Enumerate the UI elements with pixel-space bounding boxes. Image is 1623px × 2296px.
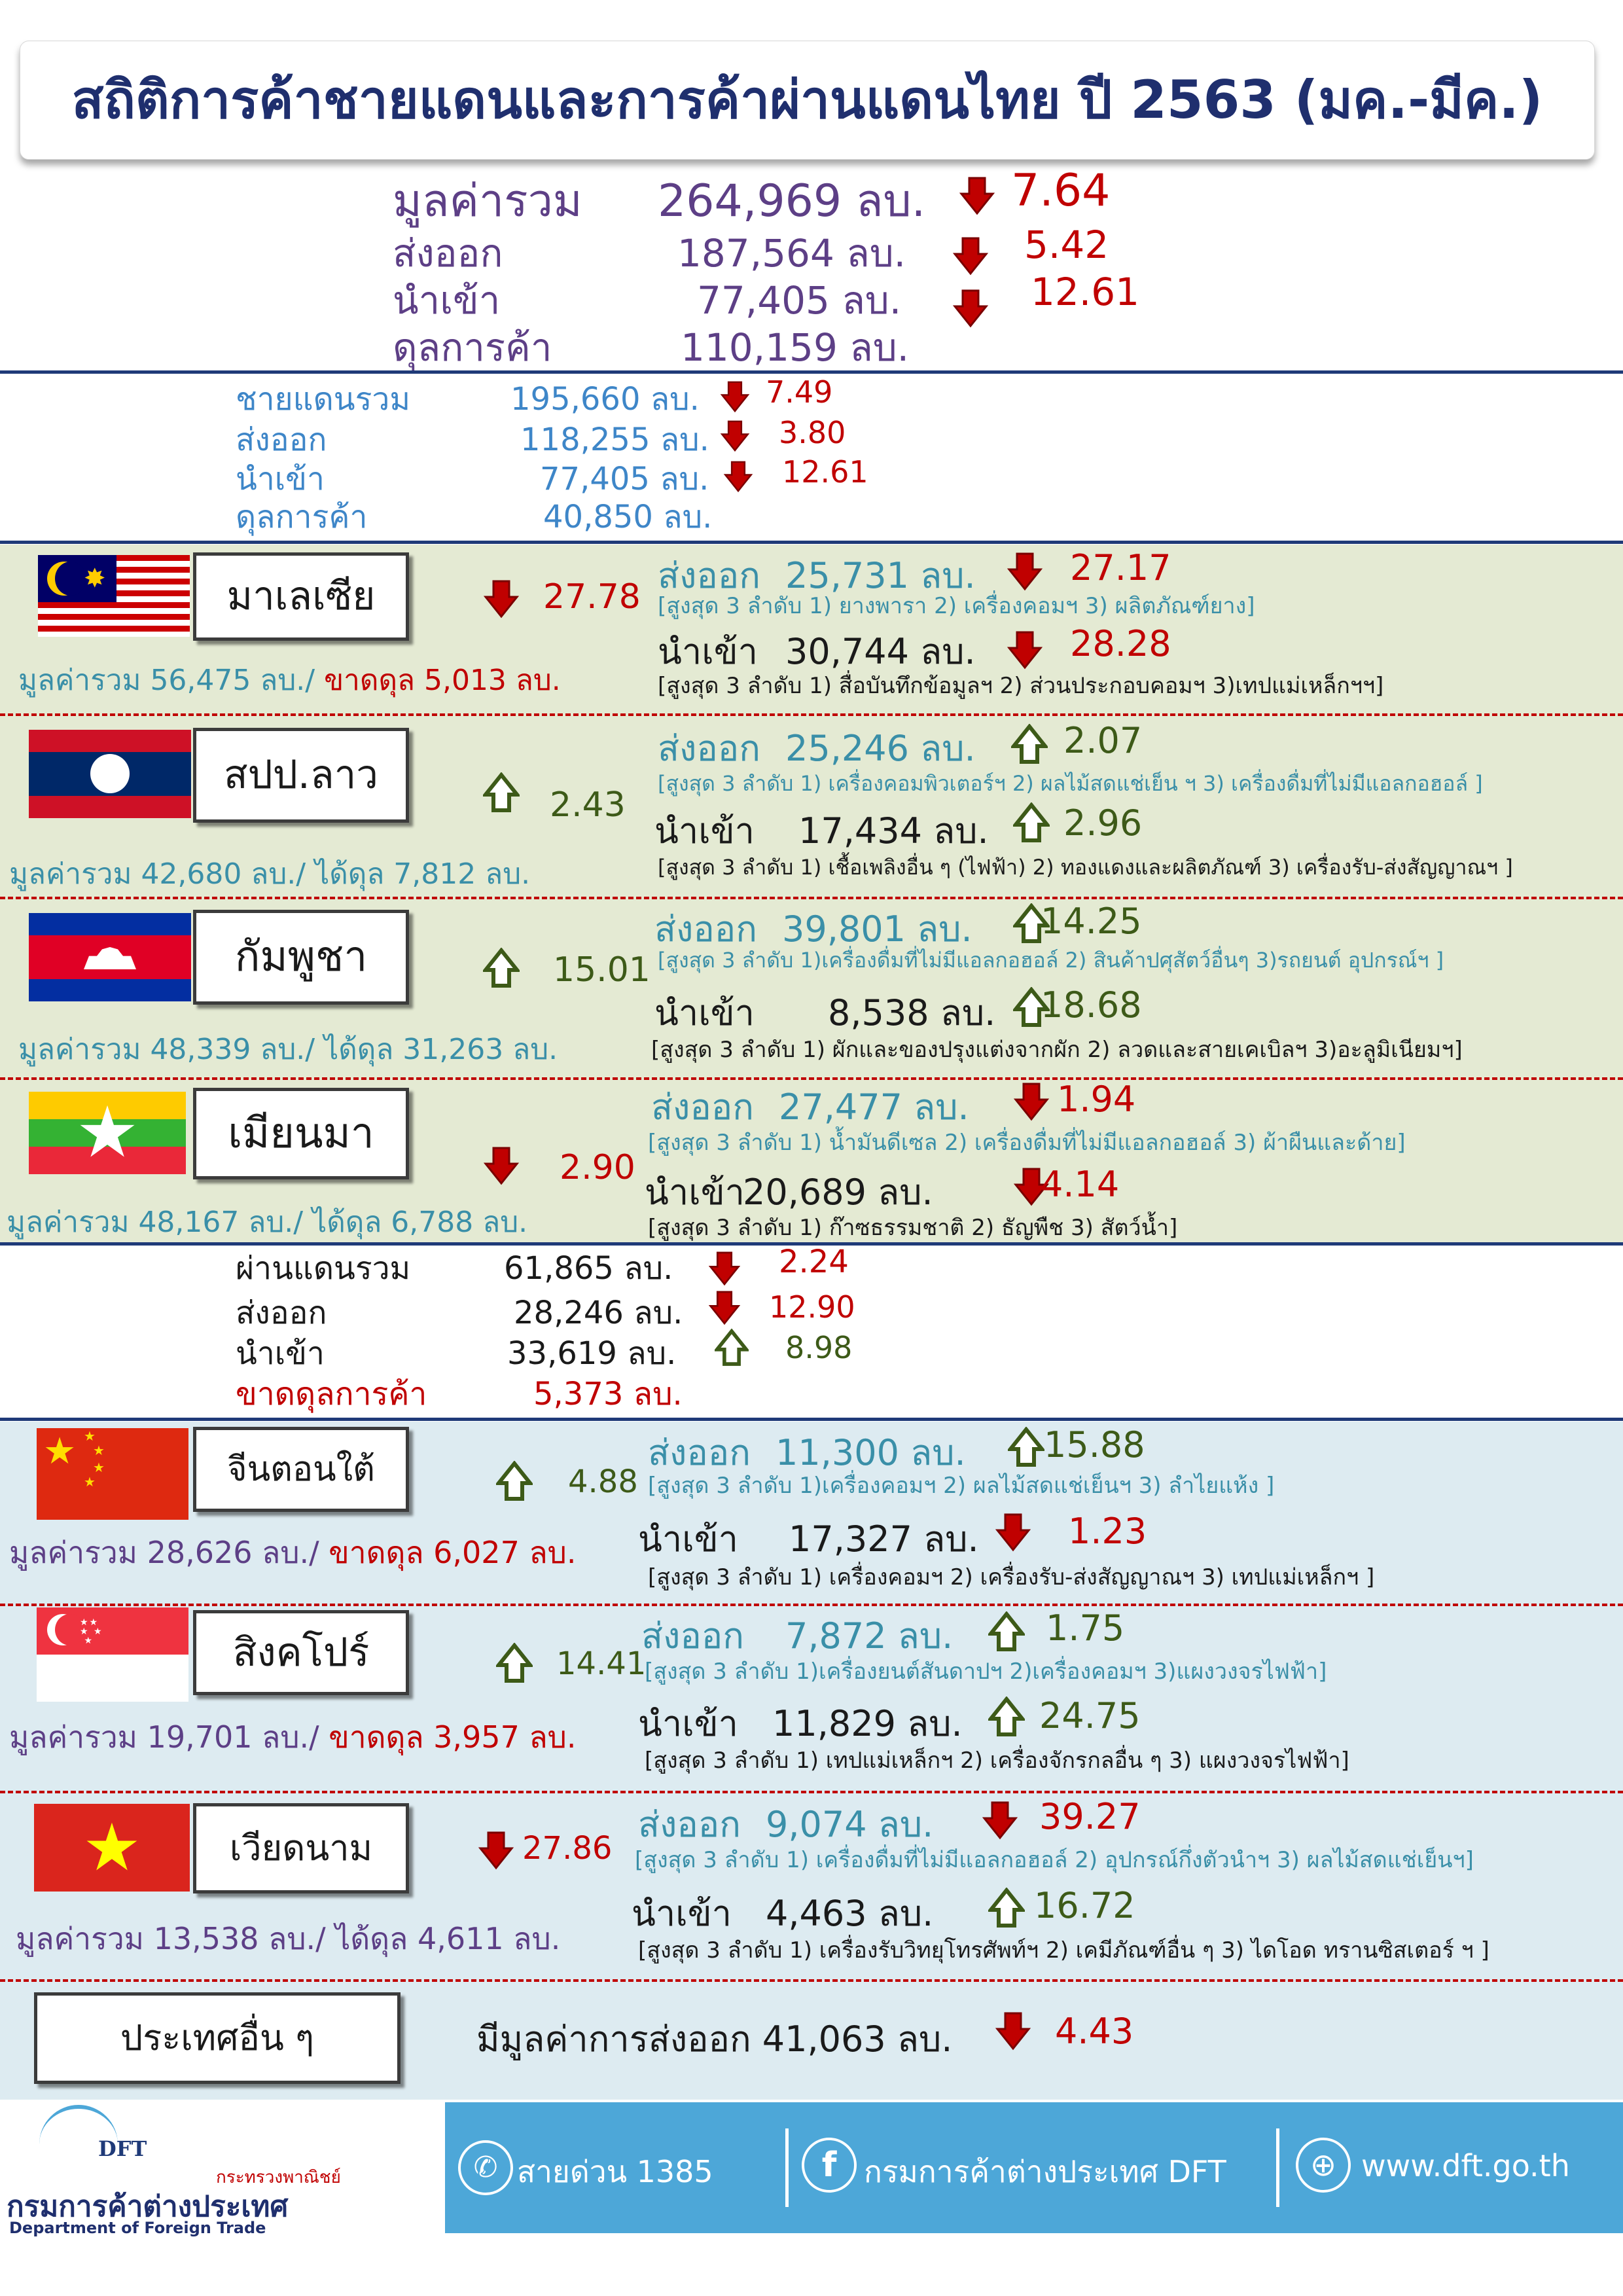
country-name: กัมพูชา xyxy=(234,933,368,981)
border-balance-value: 40,850 ลบ. xyxy=(543,499,713,535)
export-label: ส่งออก xyxy=(638,1804,741,1845)
export-value: 7,872 ลบ. xyxy=(785,1615,954,1657)
logo-abbr: DFT xyxy=(98,2136,147,2161)
up-arrow-icon xyxy=(988,1611,1025,1652)
export-label: ส่งออก xyxy=(651,1086,754,1128)
up-arrow-icon xyxy=(483,772,520,813)
transit-total-label: ผ่านแดนรวม xyxy=(236,1250,411,1287)
title-box xyxy=(20,41,1595,160)
up-arrow-icon xyxy=(715,1329,749,1367)
down-arrow-icon xyxy=(483,1145,520,1186)
country-name: เมียนมา xyxy=(228,1109,374,1158)
up-arrow-icon xyxy=(1008,1427,1044,1467)
export-change: 14.25 xyxy=(1041,901,1142,942)
hotline-text: สายด่วน 1385 xyxy=(517,2154,713,2189)
import-label: นำเข้า xyxy=(654,810,755,852)
down-arrow-icon xyxy=(720,419,750,453)
country-name-box xyxy=(193,728,409,823)
footer-logo-area xyxy=(0,2100,445,2237)
others-change: 4.43 xyxy=(1055,2011,1134,2052)
export-change: 2.07 xyxy=(1063,720,1143,761)
down-arrow-icon xyxy=(720,380,750,414)
malaysia-flag: ✸ xyxy=(38,555,190,637)
website-link[interactable]: www.dft.go.th xyxy=(1361,2148,1570,2183)
up-arrow-icon xyxy=(988,1888,1025,1928)
country-name-box xyxy=(193,552,409,641)
down-arrow-icon xyxy=(995,2011,1031,2051)
country-name: มาเลเซีย xyxy=(226,573,376,619)
import-top-items: [สูงสุด 3 ลำดับ 1) ก๊าซธรรมชาติ 2) ธัญพืช 3) สัตว์น้ำ] xyxy=(648,1215,1178,1241)
transit-import-label: นำเข้า xyxy=(236,1335,325,1372)
country-change: 27.86 xyxy=(522,1830,613,1867)
country-summary: มูลค่ารวม 13,538 ลบ./ ได้ดุล 4,611 ลบ. xyxy=(16,1921,561,1956)
export-label: ส่งออก xyxy=(658,555,760,596)
summary-import-label: นำเข้า xyxy=(393,278,501,323)
country-summary: มูลค่ารวม 56,475 ลบ./ ขาดดุล 5,013 ลบ. xyxy=(18,664,561,697)
export-label: ส่งออก xyxy=(658,728,760,769)
summary-import-value: 77,405 ลบ. xyxy=(697,278,902,323)
import-value: 4,463 ลบ. xyxy=(766,1893,934,1934)
footer-contact-bar xyxy=(445,2102,1623,2233)
export-value: 25,731 ลบ. xyxy=(785,555,976,596)
dashed-divider xyxy=(0,1791,1623,1793)
export-change: 15.88 xyxy=(1044,1424,1145,1465)
import-value: 11,829 ลบ. xyxy=(772,1703,963,1744)
summary-balance-label: ดุลการค้า xyxy=(393,325,552,370)
import-value: 8,538 ลบ. xyxy=(828,992,996,1033)
import-value: 20,689 ลบ. xyxy=(743,1172,933,1213)
divider xyxy=(0,1418,1623,1421)
transit-export-value: 28,246 ลบ. xyxy=(514,1295,683,1331)
dashed-divider xyxy=(0,1604,1623,1606)
country-name: จีนตอนใต้ xyxy=(227,1450,375,1489)
border-total-change: 7.49 xyxy=(766,374,833,410)
down-arrow-icon xyxy=(483,579,520,619)
transit-balance-value: 5,373 ลบ. xyxy=(533,1376,683,1412)
ministry-name: กระทรวงพาณิชย์ xyxy=(216,2168,341,2187)
export-change: 39.27 xyxy=(1039,1796,1141,1837)
divider xyxy=(0,541,1623,544)
down-arrow-icon xyxy=(1013,1081,1050,1122)
down-arrow-icon xyxy=(708,1289,741,1326)
dept-name-en: Department of Foreign Trade xyxy=(9,2219,266,2237)
transit-balance-label: ขาดดุลการค้า xyxy=(236,1376,427,1412)
country-change: 27.78 xyxy=(543,577,641,617)
country-change: 15.01 xyxy=(553,950,651,990)
country-name: เวียดนาม xyxy=(229,1827,373,1869)
export-top-items: [สูงสุด 3 ลำดับ 1)เครื่องคอมฯ 2) ผลไม้สดแช่เย็นฯ 3) ลำไยแห้ง ] xyxy=(648,1473,1275,1499)
footer-separator xyxy=(1276,2128,1279,2207)
country-name-box xyxy=(193,1088,409,1179)
singapore-flag: ★★ ★ ★ ★ xyxy=(37,1607,188,1702)
summary-export-label: ส่งออก xyxy=(393,231,503,276)
export-top-items: [สูงสุด 3 ลำดับ 1)เครื่องยนต์สันดาปฯ 2)เครื่องคอมฯ 3)แผงวงจรไฟฟ้า] xyxy=(645,1659,1327,1685)
export-label: ส่งออก xyxy=(654,908,757,950)
globe-icon: ⊕ xyxy=(1296,2138,1351,2193)
export-change: 1.94 xyxy=(1057,1079,1136,1120)
country-name-box xyxy=(193,1610,409,1695)
border-export-label: ส่งออก xyxy=(236,422,327,458)
vietnam-flag: ★ xyxy=(34,1804,190,1892)
china-flag: ★ ★ ★ ★ ★ xyxy=(37,1428,188,1520)
import-top-items: [สูงสุด 3 ลำดับ 1) เครื่องรับวิทยุโทรศัพท์ฯ 2) เคมีภัณฑ์อื่น ๆ 3) ไดโอด ทรานซิสเตอร์ ฯ ] xyxy=(638,1937,1489,1964)
export-value: 9,074 ลบ. xyxy=(766,1804,934,1845)
border-balance-label: ดุลการค้า xyxy=(236,499,368,535)
cambodia-flag xyxy=(29,913,191,1001)
border-import-change: 12.61 xyxy=(782,454,868,490)
myanmar-flag: ★ xyxy=(29,1092,186,1174)
border-import-value: 77,405 ลบ. xyxy=(540,461,709,497)
import-label: นำเข้า xyxy=(645,1172,745,1213)
transit-export-change: 12.90 xyxy=(769,1289,855,1325)
summary-export-change: 5.42 xyxy=(1024,223,1109,267)
dashed-divider xyxy=(0,897,1623,899)
export-top-items: [สูงสุด 3 ลำดับ 1) เครื่องคอมพิวเตอร์ฯ 2) ผลไม้สดแช่เย็น ฯ 3) เครื่องดื่มที่ไม่มีแอลกอฮอล์ ] xyxy=(658,771,1483,796)
export-label: ส่งออก xyxy=(648,1432,751,1473)
up-arrow-icon xyxy=(496,1643,533,1683)
transit-total-change: 2.24 xyxy=(779,1244,849,1280)
import-change: 28.28 xyxy=(1070,623,1171,664)
down-arrow-icon xyxy=(708,1250,741,1287)
export-value: 39,801 ลบ. xyxy=(782,908,972,950)
down-arrow-icon xyxy=(959,175,995,216)
export-label: ส่งออก xyxy=(641,1615,744,1657)
export-value: 11,300 ลบ. xyxy=(776,1432,966,1473)
down-arrow-icon xyxy=(723,459,753,493)
up-arrow-icon xyxy=(988,1696,1025,1737)
border-total-label: ชายแดนรวม xyxy=(236,381,410,418)
import-label: นำเข้า xyxy=(658,631,758,672)
laos-flag xyxy=(29,730,191,818)
export-change: 27.17 xyxy=(1070,547,1171,588)
border-export-value: 118,255 ลบ. xyxy=(520,422,709,458)
up-arrow-icon xyxy=(496,1461,533,1501)
down-arrow-icon xyxy=(995,1512,1031,1552)
facebook-icon[interactable]: f xyxy=(802,2138,857,2193)
summary-total-label: มูลค่ารวม xyxy=(393,175,582,227)
import-top-items: [สูงสุด 3 ลำดับ 1) ผักและของปรุงแต่งจากผัก 2) ลวดและสายเคเบิลฯ 3)อะลูมิเนียมฯ] xyxy=(651,1037,1463,1063)
import-change: 1.23 xyxy=(1068,1511,1147,1552)
transit-import-change: 8.98 xyxy=(785,1330,853,1365)
border-export-change: 3.80 xyxy=(779,415,846,450)
summary-import-change: 12.61 xyxy=(1031,270,1140,314)
summary-export-value: 187,564 ลบ. xyxy=(677,231,906,276)
down-arrow-icon xyxy=(952,236,989,276)
country-summary: มูลค่ารวม 48,167 ลบ./ ได้ดุล 6,788 ลบ. xyxy=(7,1206,528,1239)
down-arrow-icon xyxy=(1007,630,1043,670)
import-value: 17,434 ลบ. xyxy=(798,810,989,852)
transit-import-value: 33,619 ลบ. xyxy=(507,1335,677,1372)
export-top-items: [สูงสุด 3 ลำดับ 1) เครื่องดื่มที่ไม่มีแอลกอฮอล์ 2) อุปกรณ์กึ่งตัวนำฯ 3) ผลไม้สดแช่เย็นฯ] xyxy=(635,1847,1474,1873)
import-value: 17,327 ลบ. xyxy=(789,1518,979,1560)
country-change: 2.90 xyxy=(560,1148,635,1187)
import-change: 18.68 xyxy=(1041,984,1142,1026)
country-name-box xyxy=(193,910,409,1005)
country-summary: มูลค่ารวม 19,701 ลบ./ ขาดดุล 3,957 ลบ. xyxy=(9,1719,577,1755)
down-arrow-icon xyxy=(1007,551,1043,592)
facebook-text[interactable]: กรมการค้าต่างประเทศ DFT xyxy=(864,2154,1226,2189)
country-change: 4.88 xyxy=(568,1463,638,1500)
country-summary: มูลค่ารวม 48,339 ลบ./ ได้ดุล 31,263 ลบ. xyxy=(18,1033,558,1066)
dept-name-th: กรมการค้าต่างประเทศ xyxy=(7,2190,289,2223)
down-arrow-icon xyxy=(478,1830,514,1871)
import-change: 2.96 xyxy=(1063,802,1143,844)
divider xyxy=(0,370,1623,374)
country-name-box xyxy=(34,1992,401,2084)
border-total-value: 195,660 ลบ. xyxy=(510,381,700,418)
export-top-items: [สูงสุด 3 ลำดับ 1) น้ำมันดีเซล 2) เครื่องดื่มที่ไม่มีแอลกอฮอล์ 3) ผ้าผืนและด้าย] xyxy=(648,1130,1406,1156)
export-change: 1.75 xyxy=(1046,1607,1125,1649)
country-summary: มูลค่ารวม 28,626 ลบ./ ขาดดุล 6,027 ลบ. xyxy=(9,1535,577,1570)
country-summary: มูลค่ารวม 42,680 ลบ./ ได้ดุล 7,812 ลบ. xyxy=(9,857,531,891)
down-arrow-icon xyxy=(952,288,989,329)
others-export-text: มีมูลค่าการส่งออก 41,063 ลบ. xyxy=(476,2018,953,2060)
export-top-items: [สูงสุด 3 ลำดับ 1)เครื่องดื่มที่ไม่มีแอลกอฮอล์ 2) สินค้าปศุสัตว์อื่นๆ 3)รถยนต์ อุปกรณ์ฯ ] xyxy=(658,948,1444,973)
import-label: นำเข้า xyxy=(638,1703,738,1744)
export-value: 25,246 ลบ. xyxy=(785,728,976,769)
transit-export-label: ส่งออก xyxy=(236,1295,327,1331)
import-change: 16.72 xyxy=(1034,1885,1135,1926)
import-top-items: [สูงสุด 3 ลำดับ 1) เทปแม่เหล็กฯ 2) เครื่องจักรกลอื่น ๆ 3) แผงวงจรไฟฟ้า] xyxy=(645,1748,1349,1774)
page-title: สถิติการค้าชายแดนและการค้าผ่านแดนไทย ปี 2563 (มค.-มีค.) xyxy=(71,69,1543,130)
summary-total-change: 7.64 xyxy=(1011,165,1111,217)
footer-separator xyxy=(785,2128,789,2207)
country-name: สิงคโปร์ xyxy=(232,1630,370,1676)
import-label: นำเข้า xyxy=(638,1518,738,1560)
transit-total-value: 61,865 ลบ. xyxy=(504,1250,673,1287)
up-arrow-icon xyxy=(483,948,520,988)
export-value: 27,477 ลบ. xyxy=(779,1086,969,1128)
country-change: 2.43 xyxy=(550,785,626,825)
border-import-label: นำเข้า xyxy=(236,461,325,497)
import-top-items: [สูงสุด 3 ลำดับ 1) สื่อบันทึกข้อมูลฯ 2) ส่วนประกอบคอมฯ 3)เทปแม่เหล็กฯฯ] xyxy=(658,673,1384,699)
down-arrow-icon xyxy=(982,1800,1018,1840)
phone-icon: ✆ xyxy=(458,2140,513,2195)
dashed-divider xyxy=(0,1979,1623,1982)
import-change: 4.14 xyxy=(1041,1164,1120,1205)
up-arrow-icon xyxy=(1013,802,1050,843)
import-label: นำเข้า xyxy=(654,992,755,1033)
up-arrow-icon xyxy=(1011,724,1048,764)
summary-total-value: 264,969 ลบ. xyxy=(658,175,926,227)
summary-balance-value: 110,159 ลบ. xyxy=(681,325,910,370)
import-top-items: [สูงสุด 3 ลำดับ 1) เครื่องคอมฯ 2) เครื่องรับ-ส่งสัญญาณฯ 3) เทปแม่เหล็กฯ ] xyxy=(648,1564,1375,1590)
dashed-divider xyxy=(0,713,1623,716)
others-name: ประเทศอื่น ๆ xyxy=(120,2017,315,2058)
country-name-box xyxy=(193,1427,409,1512)
import-label: นำเข้า xyxy=(632,1893,732,1934)
import-change: 24.75 xyxy=(1039,1695,1141,1736)
country-change: 14.41 xyxy=(556,1645,647,1682)
import-top-items: [สูงสุด 3 ลำดับ 1) เชื้อเพลิงอื่น ๆ (ไฟฟ้า) 2) ทองแดงและผลิตภัณฑ์ 3) เครื่องรับ-ส่งสัญญาณฯ ] xyxy=(658,855,1513,880)
export-top-items: [สูงสุด 3 ลำดับ 1) ยางพารา 2) เครื่องคอมฯ 3) ผลิตภัณฑ์ยาง] xyxy=(658,593,1255,619)
country-name: สปป.ลาว xyxy=(223,752,378,798)
import-value: 30,744 ลบ. xyxy=(785,631,976,672)
country-name-box xyxy=(193,1803,409,1893)
